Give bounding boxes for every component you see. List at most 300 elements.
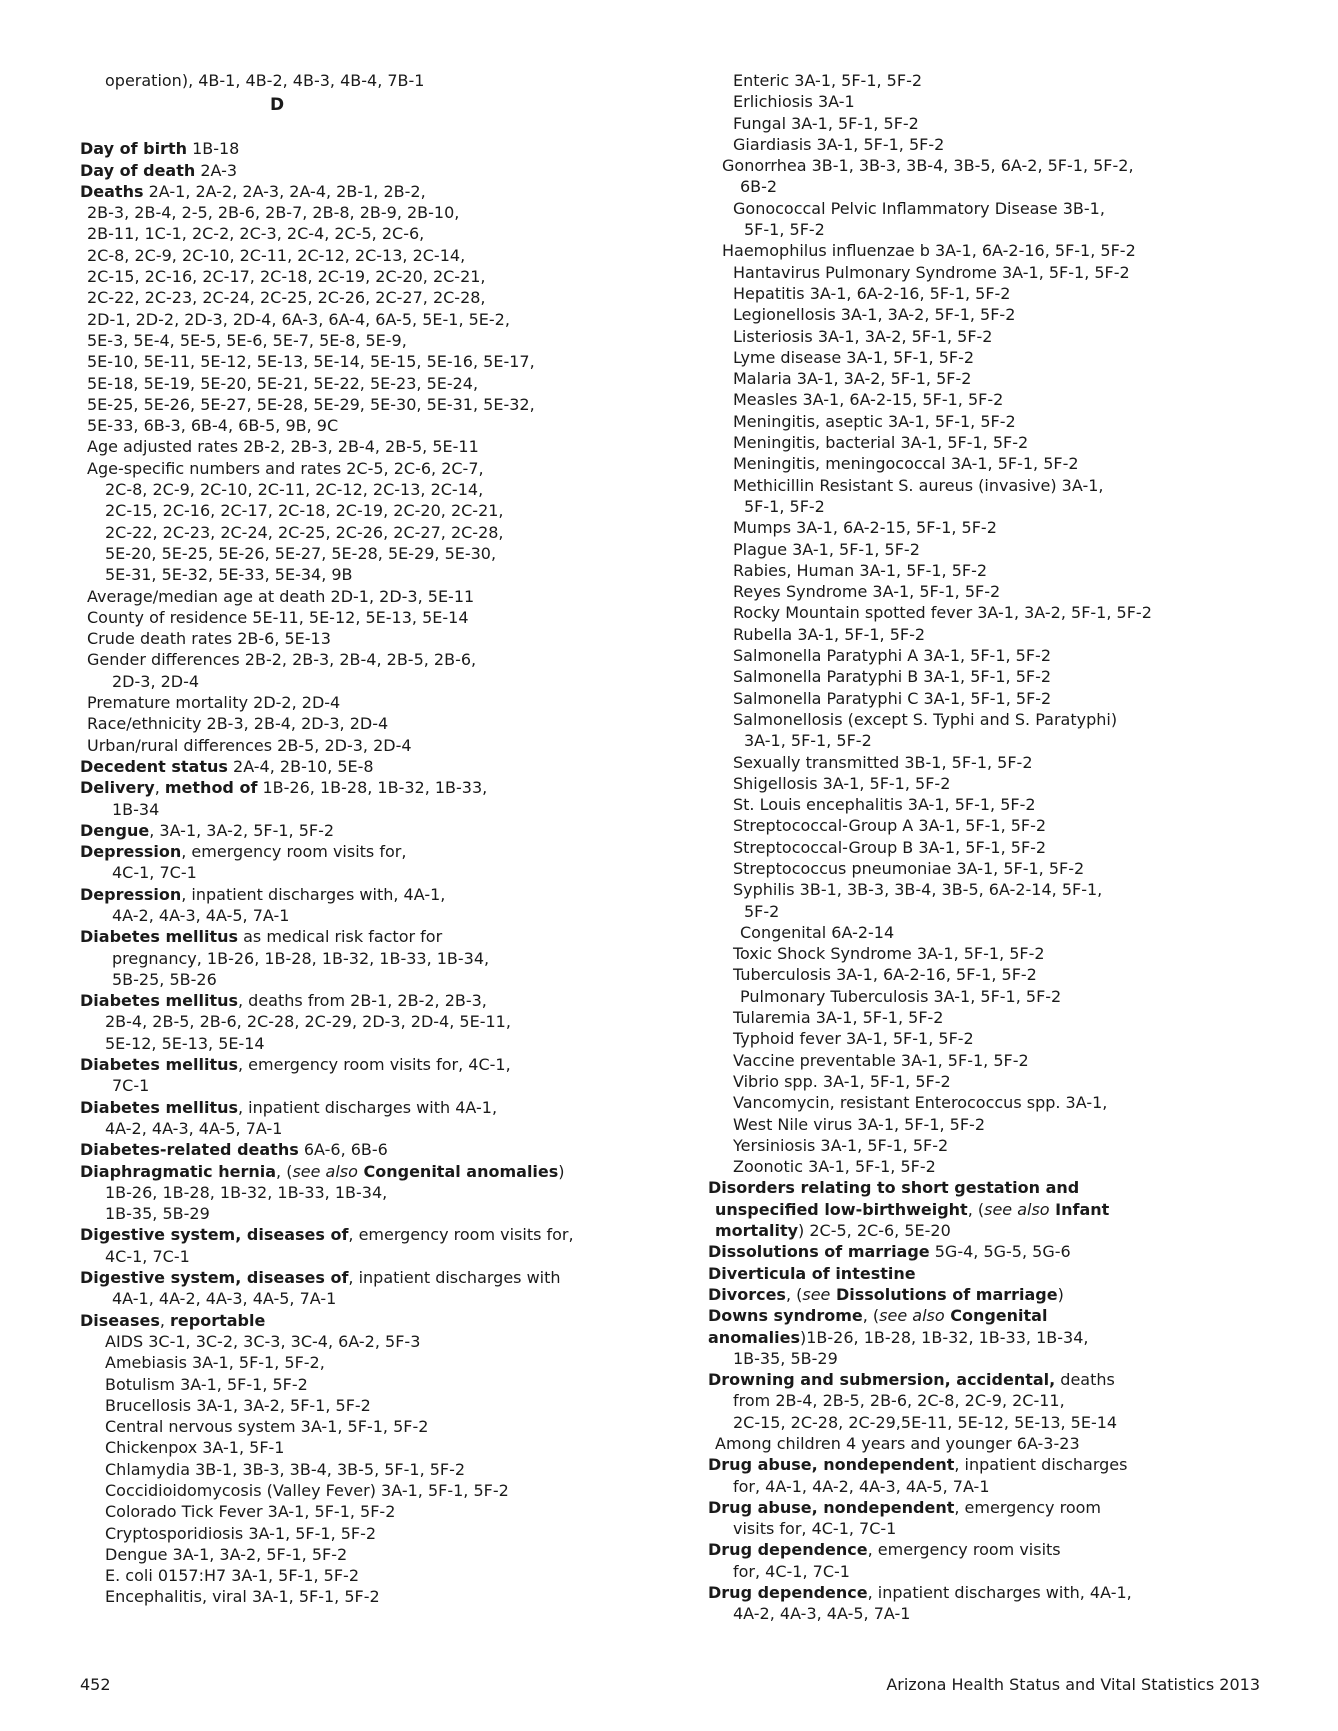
index-entry [708,1135,1308,1156]
index-locators: 1B-35, 5B-29 [105,1204,210,1224]
index-locators: visits for, 4C-1, 7C-1 [733,1519,897,1539]
index-entry [80,458,640,479]
index-locators: 5F-1, 5F-2 [744,220,825,240]
index-locators: , inpatient discharges [954,1455,1128,1475]
index-locators: , emergency room [954,1497,1101,1517]
index-entry [708,1454,1308,1475]
index-locators: 2C-15, 2C-16, 2C-17, 2C-18, 2C-19, 2C-20, 2C-21, [87,267,486,287]
index-entry [708,1582,1308,1603]
index-locators: 5E-12, 5E-13, 5E-14 [105,1033,265,1053]
index-locators: ) [558,1161,565,1181]
index-locators: Tuberculosis 3A-1, 6A-2-16, 5F-1, 5F-2 [733,965,1037,985]
index-locators: Vaccine preventable 3A-1, 5F-1, 5F-2 [733,1050,1029,1070]
index-entry [80,415,640,436]
index-entry [80,586,640,607]
index-locators: 3A-1, 5F-1, 5F-2 [744,731,872,751]
index-entry [708,475,1308,496]
index-term: Diabetes mellitus [80,927,238,947]
index-term: method of [164,778,258,798]
index-entry [708,1199,1308,1220]
index-entry [708,134,1308,155]
index-term: Digestive system, diseases of [80,1268,349,1288]
index-entry [708,1071,1308,1092]
index-locators: AIDS 3C-1, 3C-2, 3C-3, 3C-4, 6A-2, 5F-3 [105,1331,421,1351]
index-entry [80,990,640,1011]
index-entry [708,1561,1308,1582]
index-entry [80,1075,640,1096]
index-entry [708,1305,1308,1326]
index-locators: 6B-2 [740,177,778,197]
index-entry [80,351,640,372]
index-locators: Amebiasis 3A-1, 5F-1, 5F-2, [105,1353,325,1373]
index-entry [80,287,640,308]
index-entry [708,815,1308,836]
index-term: Decedent status [80,756,228,776]
index-locators: ) 2C-5, 2C-6, 5E-20 [798,1221,951,1241]
index-locators: 5E-18, 5E-19, 5E-20, 5E-21, 5E-22, 5E-23, 5E-24, [87,373,479,393]
index-entry [708,1241,1308,1262]
index-term: Drug abuse, nondependent [708,1455,955,1475]
index-entry [708,113,1308,134]
index-entry [708,1433,1308,1454]
index-locators: 2C-15, 2C-28, 2C-29,5E-11, 5E-12, 5E-13, 5E-14 [733,1412,1118,1432]
index-locators: Premature mortality 2D-2, 2D-4 [87,693,341,713]
index-locators: 4C-1, 7C-1 [105,1246,190,1266]
index-entry [708,688,1308,709]
index-entry [708,858,1308,879]
index-entry [80,1331,640,1352]
index-entry [80,1501,640,1522]
index-locators: 2B-4, 2B-5, 2B-6, 2C-28, 2C-29, 2D-3, 2D-4, 5E-11, [105,1012,511,1032]
index-locators: 2A-1, 2A-2, 2A-3, 2A-4, 2B-1, 2B-2, [143,181,426,201]
index-entry [708,773,1308,794]
index-locators: , inpatient discharges with 4A-1, [238,1097,498,1117]
index-locators: 2C-8, 2C-9, 2C-10, 2C-11, 2C-12, 2C-13, 2C-14, [87,245,466,265]
index-locators: Race/ethnicity 2B-3, 2B-4, 2D-3, 2D-4 [87,714,389,734]
index-entry [708,901,1308,922]
index-locators: 2A-4, 2B-10, 5E-8 [227,756,374,776]
index-locators: St. Louis encephalitis 3A-1, 5F-1, 5F-2 [733,795,1036,815]
index-entry [80,1011,640,1032]
index-entry [708,1476,1308,1497]
index-locators: Haemophilus influenzae b 3A-1, 6A-2-16, 5F-1, 5F-2 [722,241,1136,261]
index-entry [708,581,1308,602]
index-locators: Central nervous system 3A-1, 5F-1, 5F-2 [105,1417,429,1437]
index-locators: 7C-1 [112,1076,150,1096]
index-locators: Vancomycin, resistant Enterococcus spp. 3A-1, [733,1093,1108,1113]
index-entry [80,309,640,330]
index-term: Drug dependence [708,1583,868,1603]
index-entry [80,479,640,500]
index-entry [80,1310,640,1331]
index-entry [708,1518,1308,1539]
index-term: Depression [80,884,182,904]
index-locators: 1B-26, 1B-28, 1B-32, 1B-33, [257,778,488,798]
index-entry [80,841,640,862]
index-locators: , 3A-1, 3A-2, 5F-1, 5F-2 [149,820,335,840]
index-locators: , [154,778,165,798]
index-locators: Fungal 3A-1, 5F-1, 5F-2 [733,113,919,133]
index-locators: 1B-18 [186,139,240,159]
index-locators: Hepatitis 3A-1, 6A-2-16, 5F-1, 5F-2 [733,283,1011,303]
index-locators: Meningitis, meningococcal 3A-1, 5F-1, 5F-2 [733,454,1079,474]
index-entry [80,1203,640,1224]
index-locators: 5E-31, 5E-32, 5E-33, 5E-34, 9B [105,565,353,585]
index-locators: operation), 4B-1, 4B-2, 4B-3, 4B-4, 7B-1 [105,71,425,90]
index-locators: Chlamydia 3B-1, 3B-3, 3B-4, 3B-5, 5F-1, 5F-2 [105,1459,466,1479]
index-locators: 5E-10, 5E-11, 5E-12, 5E-13, 5E-14, 5E-15, 5E-16, 5E-17, [87,352,535,372]
index-term: Diabetes mellitus [80,991,238,1011]
index-entry [708,326,1308,347]
index-entry [708,794,1308,815]
index-entry [708,91,1308,112]
index-locators: Gonococcal Pelvic Inflammatory Disease 3B-1, [733,198,1105,218]
index-entry [80,756,640,777]
index-entry [708,1114,1308,1135]
index-entry [80,266,640,287]
index-locators: Average/median age at death 2D-1, 2D-3, 5E-11 [87,586,475,606]
index-locators: , emergency room visits for, [181,842,407,862]
index-locators: Gonorrhea 3B-1, 3B-3, 3B-4, 3B-5, 6A-2, 5F-1, 5F-2, [722,156,1134,176]
index-entry [708,176,1308,197]
index-entry [708,219,1308,240]
index-entry [708,240,1308,261]
index-locators: )1B-26, 1B-28, 1B-32, 1B-33, 1B-34, [800,1327,1089,1347]
index-entry [708,730,1308,751]
index-term: unspecified low-birthweight [715,1199,968,1219]
index-entry [80,1437,640,1458]
index-term: Dissolutions of marriage [830,1284,1058,1304]
index-locators: , [159,1310,171,1330]
index-entry [80,245,640,266]
index-locators: Methicillin Resistant S. aureus (invasive) 3A-1, [733,475,1104,495]
index-term: Dissolutions of marriage [708,1242,930,1262]
index-term: Divorces [708,1284,786,1304]
index-locators: Cryptosporidiosis 3A-1, 5F-1, 5F-2 [105,1523,377,1543]
index-entry [708,1603,1308,1624]
index-entry [708,1156,1308,1177]
index-locators: 5E-33, 6B-3, 6B-4, 6B-5, 9B, 9C [87,416,339,436]
index-locators: 4A-2, 4A-3, 4A-5, 7A-1 [733,1604,911,1624]
index-locators: Urban/rural differences 2B-5, 2D-3, 2D-4 [87,735,412,755]
index-locators: Rabies, Human 3A-1, 5F-1, 5F-2 [733,560,988,580]
index-entry [80,522,640,543]
index-entry [80,1416,640,1437]
index-entry [80,671,640,692]
index-entry [80,1586,640,1607]
index-locators: Rubella 3A-1, 5F-1, 5F-2 [733,624,926,644]
index-term: Diverticula of intestine [708,1263,916,1283]
index-term: Congenital anomalies [357,1161,559,1181]
index-locators: Meningitis, bacterial 3A-1, 5F-1, 5F-2 [733,433,1029,453]
index-entry [80,1267,640,1288]
index-locators: Colorado Tick Fever 3A-1, 5F-1, 5F-2 [105,1502,396,1522]
index-locators: 1B-26, 1B-28, 1B-32, 1B-33, 1B-34, [105,1182,388,1202]
index-entry [80,138,640,159]
cross-reference: see also [292,1161,358,1181]
index-locators: Hantavirus Pulmonary Syndrome 3A-1, 5F-1, 5F-2 [733,262,1130,282]
index-term: Diabetes mellitus [80,1097,238,1117]
index-column-right [708,70,1308,1625]
index-locators: Among children 4 years and younger 6A-3-23 [715,1434,1080,1453]
index-entry [80,607,640,628]
index-entry [708,1177,1308,1198]
index-locators: Streptococcus pneumoniae 3A-1, 5F-1, 5F-2 [733,858,1085,878]
index-entry [708,1220,1308,1241]
index-locators: 2C-22, 2C-23, 2C-24, 2C-25, 2C-26, 2C-27, 2C-28, [87,288,486,308]
index-entry [80,713,640,734]
index-locators: Measles 3A-1, 6A-2-15, 5F-1, 5F-2 [733,390,1004,410]
index-locators: 1B-34 [112,799,160,819]
index-locators: West Nile virus 3A-1, 5F-1, 5F-2 [733,1114,986,1134]
index-entry [80,1565,640,1586]
index-locators: , inpatient discharges with, 4A-1, [181,884,446,904]
index-locators: ) [1057,1284,1064,1304]
index-entry [80,1182,640,1203]
index-locators: Syphilis 3B-1, 3B-3, 3B-4, 3B-5, 6A-2-14, 5F-1, [733,880,1103,900]
index-locators: 4C-1, 7C-1 [112,863,197,883]
index-entry [708,1412,1308,1433]
index-entry [80,543,640,564]
index-entry [708,837,1308,858]
index-entry [80,692,640,713]
index-entry [708,964,1308,985]
index-locators: 2C-15, 2C-16, 2C-17, 2C-18, 2C-19, 2C-20, 2C-21, [105,501,504,521]
index-entry [708,560,1308,581]
index-entry [80,1118,640,1139]
index-locators: 2D-1, 2D-2, 2D-3, 2D-4, 6A-3, 6A-4, 6A-5, 5E-1, 5E-2, [87,309,510,329]
index-entry [708,1539,1308,1560]
index-entry [708,1369,1308,1390]
index-entry [80,1033,640,1054]
index-entry [708,943,1308,964]
index-locators: , emergency room visits [867,1540,1061,1560]
index-term: Downs syndrome [708,1306,863,1326]
index-locators: 4A-2, 4A-3, 4A-5, 7A-1 [105,1118,283,1138]
index-locators: , ( [785,1284,803,1304]
index-entry [80,799,640,820]
index-entry [708,453,1308,474]
index-term: Diabetes mellitus [80,1055,238,1075]
index-locators: Tularemia 3A-1, 5F-1, 5F-2 [733,1008,944,1028]
index-locators: Zoonotic 3A-1, 5F-1, 5F-2 [733,1157,936,1177]
index-entry [708,283,1308,304]
index-entry [80,1523,640,1544]
index-locators: Salmonella Paratyphi B 3A-1, 5F-1, 5F-2 [733,667,1052,687]
index-entry [80,1459,640,1480]
index-locators: 2C-22, 2C-23, 2C-24, 2C-25, 2C-26, 2C-27, 2C-28, [105,522,504,542]
index-term: Deaths [80,181,144,201]
index-locators: 4A-1, 4A-2, 4A-3, 4A-5, 7A-1 [112,1289,337,1309]
index-entry [80,394,640,415]
index-entry [708,752,1308,773]
index-term: Day of birth [80,139,187,159]
index-locators: 6A-6, 6B-6 [298,1140,388,1160]
index-locators: , ( [276,1161,293,1181]
index-entry [708,1050,1308,1071]
index-term: mortality [715,1221,799,1241]
index-entry [708,1092,1308,1113]
index-locators: 5F-1, 5F-2 [744,496,825,516]
index-entry [708,517,1308,538]
index-locators: for, 4C-1, 7C-1 [733,1561,850,1581]
index-locators: pregnancy, 1B-26, 1B-28, 1B-32, 1B-33, 1B-34, [112,948,490,968]
index-entry [708,1348,1308,1369]
index-entry [80,884,640,905]
index-entry [80,1288,640,1309]
index-entry [80,181,640,202]
index-entry [80,969,640,990]
index-locators: Streptococcal-Group B 3A-1, 5F-1, 5F-2 [733,837,1047,857]
index-locators: , inpatient discharges with, 4A-1, [867,1583,1132,1603]
index-locators: deaths [1055,1370,1115,1390]
index-locators: 2C-8, 2C-9, 2C-10, 2C-11, 2C-12, 2C-13, 2C-14, [105,480,484,500]
index-term: Drowning and submersion, accidental, [708,1370,1056,1390]
index-locators: as medical risk factor for [238,927,443,947]
index-entry [708,1390,1308,1411]
index-entry [80,373,640,394]
index-entry [80,1054,640,1075]
index-term: anomalies [708,1327,800,1347]
index-locators: Salmonellosis (except S. Typhi and S. Paratyphi) [733,709,1118,729]
index-entry [80,500,640,521]
index-entry [708,922,1308,943]
index-entry [708,539,1308,560]
index-term: Digestive system, diseases of [80,1225,349,1245]
index-locators: 5E-3, 5E-4, 5E-5, 5E-6, 5E-7, 5E-8, 5E-9, [87,330,407,350]
index-entry [708,1263,1308,1284]
index-entry [80,948,640,969]
index-term: Dengue [80,820,150,840]
index-locators: Sexually transmitted 3B-1, 5F-1, 5F-2 [733,752,1033,772]
index-entry [708,155,1308,176]
index-entry [80,223,640,244]
index-locators: Streptococcal-Group A 3A-1, 5F-1, 5F-2 [733,816,1047,836]
index-entry [80,436,640,457]
index-entry [708,645,1308,666]
index-locators: 1B-35, 5B-29 [733,1348,838,1368]
index-locators: Enteric 3A-1, 5F-1, 5F-2 [733,71,923,90]
index-locators: 2B-11, 1C-1, 2C-2, 2C-3, 2C-4, 2C-5, 2C-6, [87,224,425,244]
index-locators: Rocky Mountain spotted fever 3A-1, 3A-2, 5F-1, 5F-2 [733,603,1152,623]
index-entry [708,666,1308,687]
index-term: Drug dependence [708,1540,868,1560]
index-entry [80,1544,640,1565]
index-locators: Congenital 6A-2-14 [740,922,895,942]
index-entry [80,1161,640,1182]
index-locators: Vibrio spp. 3A-1, 5F-1, 5F-2 [733,1071,951,1091]
index-entry [708,389,1308,410]
index-term: reportable [170,1310,266,1330]
index-locators: , emergency room visits for, [348,1225,574,1245]
index-locators: , deaths from 2B-1, 2B-2, 2B-3, [238,991,487,1011]
index-term: Depression [80,842,182,862]
index-locators: Coccidioidomycosis (Valley Fever) 3A-1, 5F-1, 5F-2 [105,1481,509,1500]
index-entry [708,1284,1308,1305]
index-entry [80,70,640,91]
index-locators: 4A-2, 4A-3, 4A-5, 7A-1 [112,905,290,925]
index-term: Diabetes-related deaths [80,1140,299,1160]
index-column-left [80,70,640,1608]
index-term: Congenital [944,1306,1048,1326]
index-term: Diaphragmatic hernia [80,1161,277,1181]
index-entry [80,1374,640,1395]
index-locators: Mumps 3A-1, 6A-2-15, 5F-1, 5F-2 [733,518,997,538]
index-entry [80,905,640,926]
index-locators: Lyme disease 3A-1, 5F-1, 5F-2 [733,347,975,367]
index-locators: Botulism 3A-1, 5F-1, 5F-2 [105,1374,308,1394]
index-locators: Crude death rates 2B-6, 5E-13 [87,629,331,649]
index-locators: Erlichiosis 3A-1 [733,92,855,112]
index-locators: Legionellosis 3A-1, 3A-2, 5F-1, 5F-2 [733,305,1016,325]
index-locators: 5E-25, 5E-26, 5E-27, 5E-28, 5E-29, 5E-30, 5E-31, 5E-32, [87,394,535,414]
index-locators: Chickenpox 3A-1, 5F-1 [105,1438,285,1458]
index-entry [708,70,1308,91]
index-entry [80,160,640,181]
page-number: 452 [80,1675,111,1694]
index-entry [708,368,1308,389]
index-locators: 2D-3, 2D-4 [112,671,200,691]
index-locators: for, 4A-1, 4A-2, 4A-3, 4A-5, 7A-1 [733,1476,990,1496]
index-locators: Typhoid fever 3A-1, 5F-1, 5F-2 [733,1029,974,1049]
index-entry [80,1246,640,1267]
index-entry [80,926,640,947]
index-entry [80,1395,640,1416]
index-locators: Encephalitis, viral 3A-1, 5F-1, 5F-2 [105,1587,380,1607]
index-entry [80,628,640,649]
index-term: Delivery [80,778,155,798]
index-entry [708,198,1308,219]
index-entry [80,1352,640,1373]
index-term: Infant [1049,1199,1110,1219]
index-locators: , inpatient discharges with [348,1268,561,1288]
index-term: Disorders relating to short gestation and [708,1178,1080,1198]
index-locators: Toxic Shock Syndrome 3A-1, 5F-1, 5F-2 [733,944,1045,964]
index-locators: 5F-2 [744,901,780,921]
index-locators: County of residence 5E-11, 5E-12, 5E-13, 5E-14 [87,607,469,627]
index-locators: 2A-3 [195,160,238,180]
index-entry [80,862,640,883]
index-entry [708,1327,1308,1348]
index-entry [708,262,1308,283]
index-entry [708,624,1308,645]
index-term: Diseases [80,1310,160,1330]
index-entry [80,735,640,756]
index-entry [708,1028,1308,1049]
index-locators: , ( [862,1306,880,1326]
index-locators: 5B-25, 5B-26 [112,969,217,989]
index-locators: Pulmonary Tuberculosis 3A-1, 5F-1, 5F-2 [740,986,1062,1006]
index-entry [80,1480,640,1501]
index-entry [80,820,640,841]
index-entry [80,1097,640,1118]
index-locators: Plague 3A-1, 5F-1, 5F-2 [733,539,920,559]
index-entry [80,564,640,585]
index-locators: 5E-20, 5E-25, 5E-26, 5E-27, 5E-28, 5E-29, 5E-30, [105,543,497,563]
cross-reference: see [802,1284,831,1304]
cross-reference: see also [984,1199,1050,1219]
index-entry [708,709,1308,730]
index-entry [708,602,1308,623]
index-entry [80,1224,640,1245]
index-locators: Age-specific numbers and rates 2C-5, 2C-6, 2C-7, [87,458,484,478]
index-entry [80,649,640,670]
index-locators: Gender differences 2B-2, 2B-3, 2B-4, 2B-5, 2B-6, [87,650,477,670]
index-locators: Malaria 3A-1, 3A-2, 5F-1, 5F-2 [733,369,972,389]
index-entry [708,304,1308,325]
index-term: Day of death [80,160,196,180]
publication-title: Arizona Health Status and Vital Statistics 2013 [886,1675,1260,1694]
